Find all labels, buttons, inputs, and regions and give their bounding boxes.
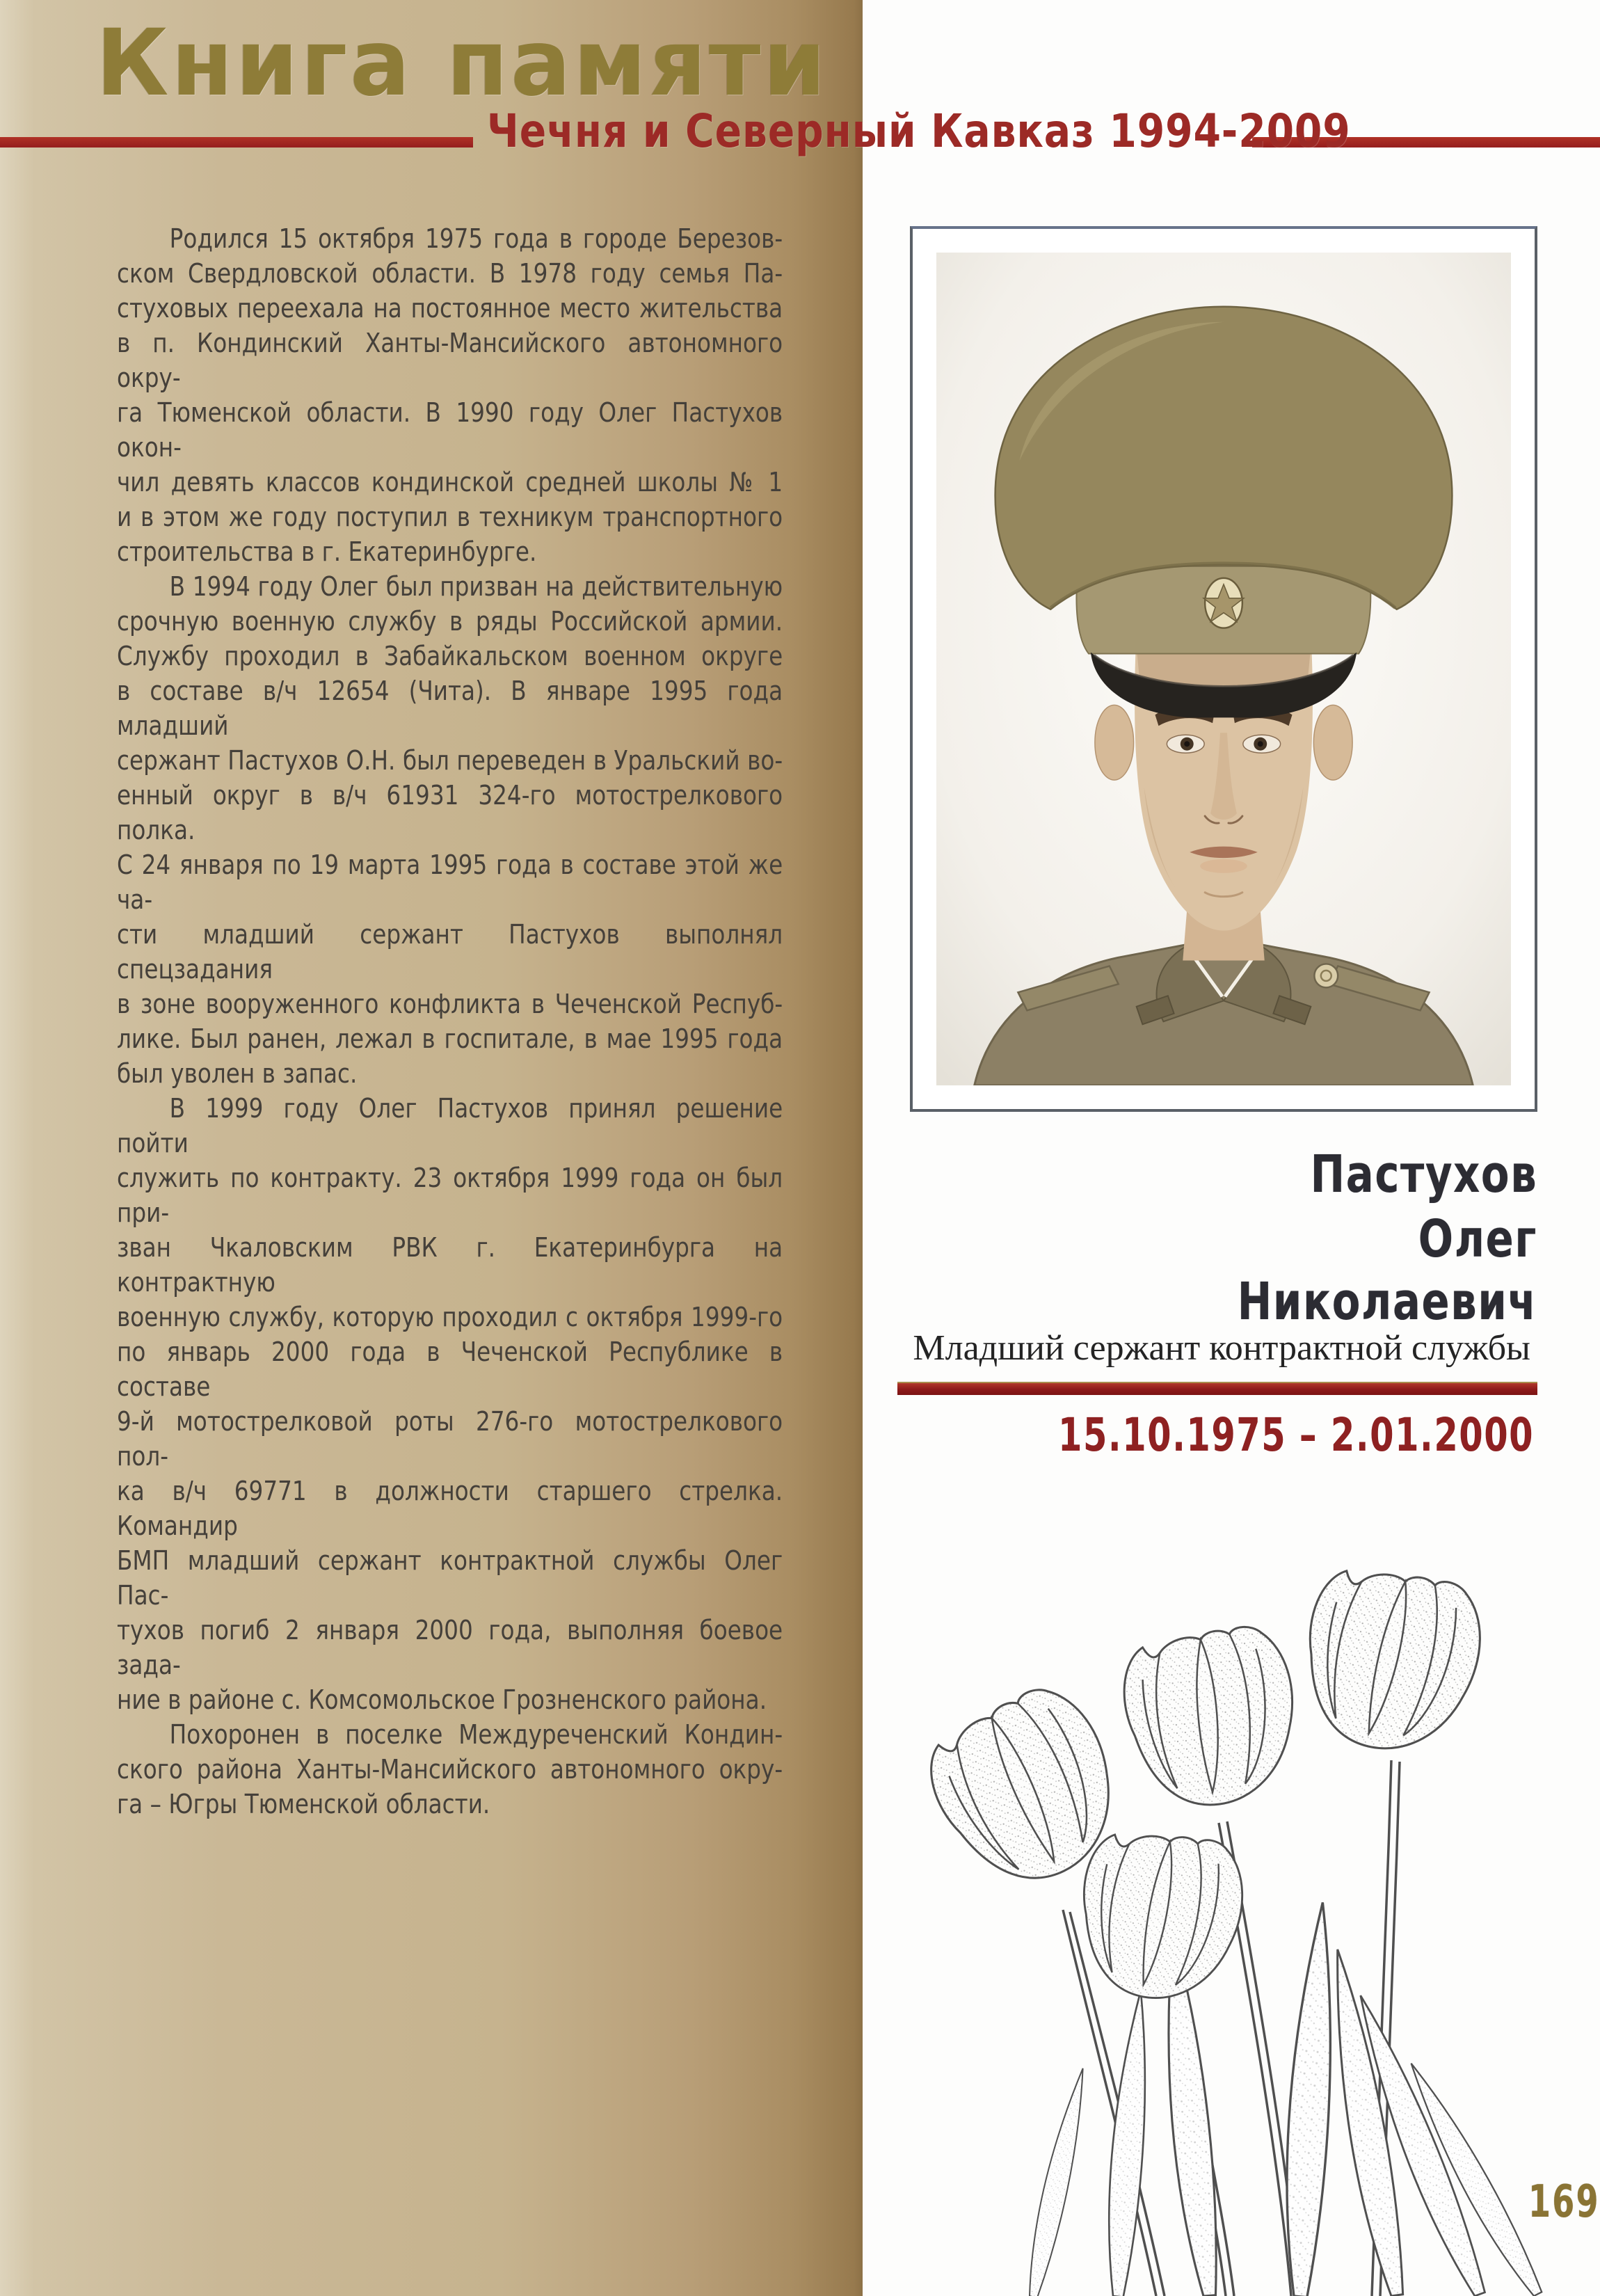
header-rule-left bbox=[0, 137, 473, 148]
ear-right bbox=[1313, 705, 1352, 780]
bio-text-line: Похоронен в поселке Междуреченский Кондин- bbox=[169, 1719, 783, 1750]
memorial-life-dates: 15.10.1975 – 2.01.2000 bbox=[1057, 1408, 1534, 1462]
bio-text-line: лике. Был ранен, лежал в госпитале, в мае 1995 года bbox=[117, 1023, 783, 1054]
bio-text-line: ском Свердловской области. В 1978 году семья Па- bbox=[117, 258, 783, 289]
memorial-patronymic: Николаевич bbox=[1238, 1272, 1537, 1332]
bio-text-line: В 1994 году Олег был призван на действительную bbox=[169, 571, 783, 602]
bio-text-line: В 1999 году Олег Пастухов принял решение пойти bbox=[117, 1093, 783, 1158]
bio-text-line: 9-й мотострелковой роты 276-го мотострелкового пол- bbox=[117, 1406, 783, 1472]
bio-text-line: Службу проходил в Забайкальском военном округе bbox=[117, 641, 783, 671]
bio-text-line: га – Югры Тюменской области. bbox=[117, 1789, 490, 1819]
bio-text-line: стуховых переехала на постоянное место жительства bbox=[117, 293, 783, 324]
bio-text-line: зван Чкаловским РВК г. Екатеринбурга на контрактную bbox=[117, 1232, 783, 1298]
bio-text-line: сти младший сержант Пастухов выполнял спецзадания bbox=[117, 919, 783, 984]
memorial-rank: Младший сержант контрактной службы bbox=[913, 1328, 1530, 1368]
bio-text-line: сержант Пастухов О.Н. был переведен в Уральский во- bbox=[117, 745, 783, 776]
bio-text-line: служить по контракту. 23 октября 1999 года он был при- bbox=[117, 1163, 783, 1228]
photo-frame bbox=[910, 226, 1537, 1112]
bio-text-line: в п. Кондинский Ханты-Мансийского автономного окру- bbox=[117, 328, 783, 393]
book-title: Книга памяти bbox=[96, 10, 829, 117]
bio-text-line: срочную военную службу в ряды Российской армии. bbox=[117, 606, 783, 637]
bio-text-line: БМП младший сержант контрактной службы Олег Пас- bbox=[117, 1545, 783, 1611]
bio-text-line: ние в районе с. Комсомольское Грозненского района. bbox=[117, 1684, 767, 1715]
bio-text-line: был уволен в запас. bbox=[117, 1058, 358, 1089]
soldier-portrait-photo bbox=[936, 253, 1511, 1085]
bio-text-line: и в этом же году поступил в техникум транспортного bbox=[117, 502, 783, 532]
page-number: 169 bbox=[1528, 2176, 1600, 2228]
bio-text-line: енный округ в в/ч 61931 324-го мотострелкового полка. bbox=[117, 780, 783, 845]
bio-text-line: в составе в/ч 12654 (Чита). В январе 1995 года младший bbox=[117, 676, 783, 741]
bio-text-line: ского района Ханты-Мансийского автономного окру- bbox=[117, 1754, 783, 1785]
biography-text bbox=[117, 221, 783, 1821]
book-subtitle: Чечня и Северный Кавказ 1994-2009 bbox=[487, 104, 1351, 158]
memorial-first-name: Олег bbox=[1418, 1209, 1537, 1269]
bio-text-line: С 24 января по 19 марта 1995 года в составе этой же ча- bbox=[117, 850, 783, 915]
bio-text-line: военную службу, которую проходил с октября 1999-го bbox=[117, 1302, 783, 1332]
memorial-red-rule bbox=[897, 1382, 1537, 1395]
memorial-surname: Пастухов bbox=[1310, 1145, 1537, 1204]
bio-text-line: га Тюменской области. В 1990 году Олег Пастухов окон- bbox=[117, 397, 783, 463]
bio-text-line: Родился 15 октября 1975 года в городе Березов- bbox=[169, 223, 783, 254]
bio-text-line: чил девять классов кондинской средней школы № 1 bbox=[117, 467, 783, 497]
tulip-illustration bbox=[904, 1531, 1600, 2296]
bio-text-line: по январь 2000 года в Чеченской Республике в составе bbox=[117, 1337, 783, 1402]
bio-text-line: в зоне вооруженного конфликта в Чеченской Респуб- bbox=[117, 989, 783, 1019]
bio-text-line: ка в/ч 69771 в должности старшего стрелка. Командир bbox=[117, 1476, 783, 1541]
ear-left bbox=[1095, 705, 1134, 780]
bio-text-line: строительства в г. Екатеринбурге. bbox=[117, 536, 537, 567]
bio-text-line: тухов погиб 2 января 2000 года, выполняя боевое зада- bbox=[117, 1615, 783, 1680]
